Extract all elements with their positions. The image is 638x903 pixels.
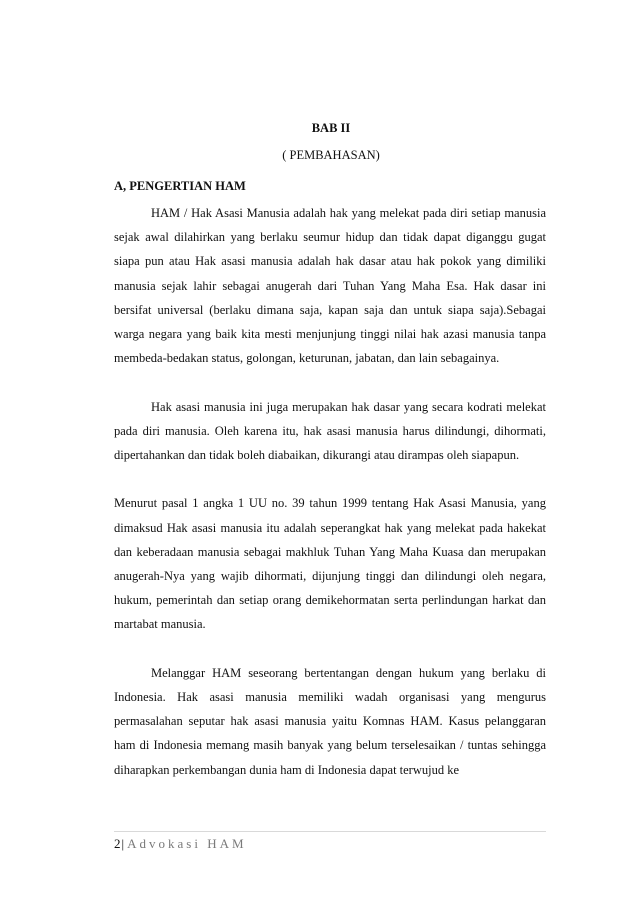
chapter-heading: [0, 120, 638, 163]
page-number: 2: [114, 836, 121, 851]
paragraph-ham-violations: Melanggar HAM seseorang bertentangan dengan hukum yang berlaku di Indonesia. Hak asasi manusia memiliki wadah organisasi yang mengurus permasalahan seputar hak asasi manusia yaitu Komnas HAM. Kasus pelanggaran ham di Indonesia memang masih banyak yang belum terselesaikan / tuntas sehingga diharapkan perkembangan dunia ham di Indonesia dapat terwujud ke: [114, 665, 546, 777]
chapter-subtitle: ( PEMBAHASAN): [282, 148, 380, 162]
footer-separator: |: [121, 836, 125, 851]
chapter-title: BAB II: [311, 121, 351, 135]
footer-divider: [114, 831, 546, 832]
page-footer: [114, 836, 247, 852]
paragraph-ham-definition: HAM / Hak Asasi Manusia adalah hak yang melekat pada diri setiap manusia sejak awal dilahirkan yang berlaku seumur hidup dan tidak dapat diganggu gugat siapa pun atau Hak asasi manusia adalah hak dasar atau hak pokok yang dimiliki manusia sejak lahir sebagai anugerah dari Tuhan Yang Maha Esa. Hak dasar ini bersifat universal (berlaku dimana saja, kapan saja dan untuk siapa saja).Sebagai warga negara yang baik kita mesti menjunjung tinggi nilai hak azasi manusia tanpa membeda-bedakan status, golongan, keturunan, jabatan, dan lain sebagainya.: [114, 206, 546, 366]
body-text: [114, 201, 546, 782]
paragraph-ham-legal-basis: Menurut pasal 1 angka 1 UU no. 39 tahun 1999 tentang Hak Asasi Manusia, yang dimaksud Hak asasi manusia itu adalah seperangkat hak yang melekat pada hakekat dan keberadaan manusia sebagai makhluk Tuhan Yang Maha Kuasa dan merupakan anugerah-Nya yang wajib dihormati, dijunjung tinggi dan dilindungi oleh negara, hukum, pemerintah dan setiap orang demikehormatan serta perlindungan harkat dan martabat manusia.: [114, 496, 546, 632]
section-title: A, PENGERTIAN HAM: [114, 179, 246, 193]
paragraph-ham-basic-rights: Hak asasi manusia ini juga merupakan hak dasar yang secara kodrati melekat pada diri manusia. Oleh karena itu, hak asasi manusia harus dilindungi, dihormati, dipertahankan dan tidak boleh diabaikan, dikurangi atau dirampas oleh siapapun.: [114, 399, 546, 463]
running-title: Advokasi HAM: [127, 836, 247, 851]
